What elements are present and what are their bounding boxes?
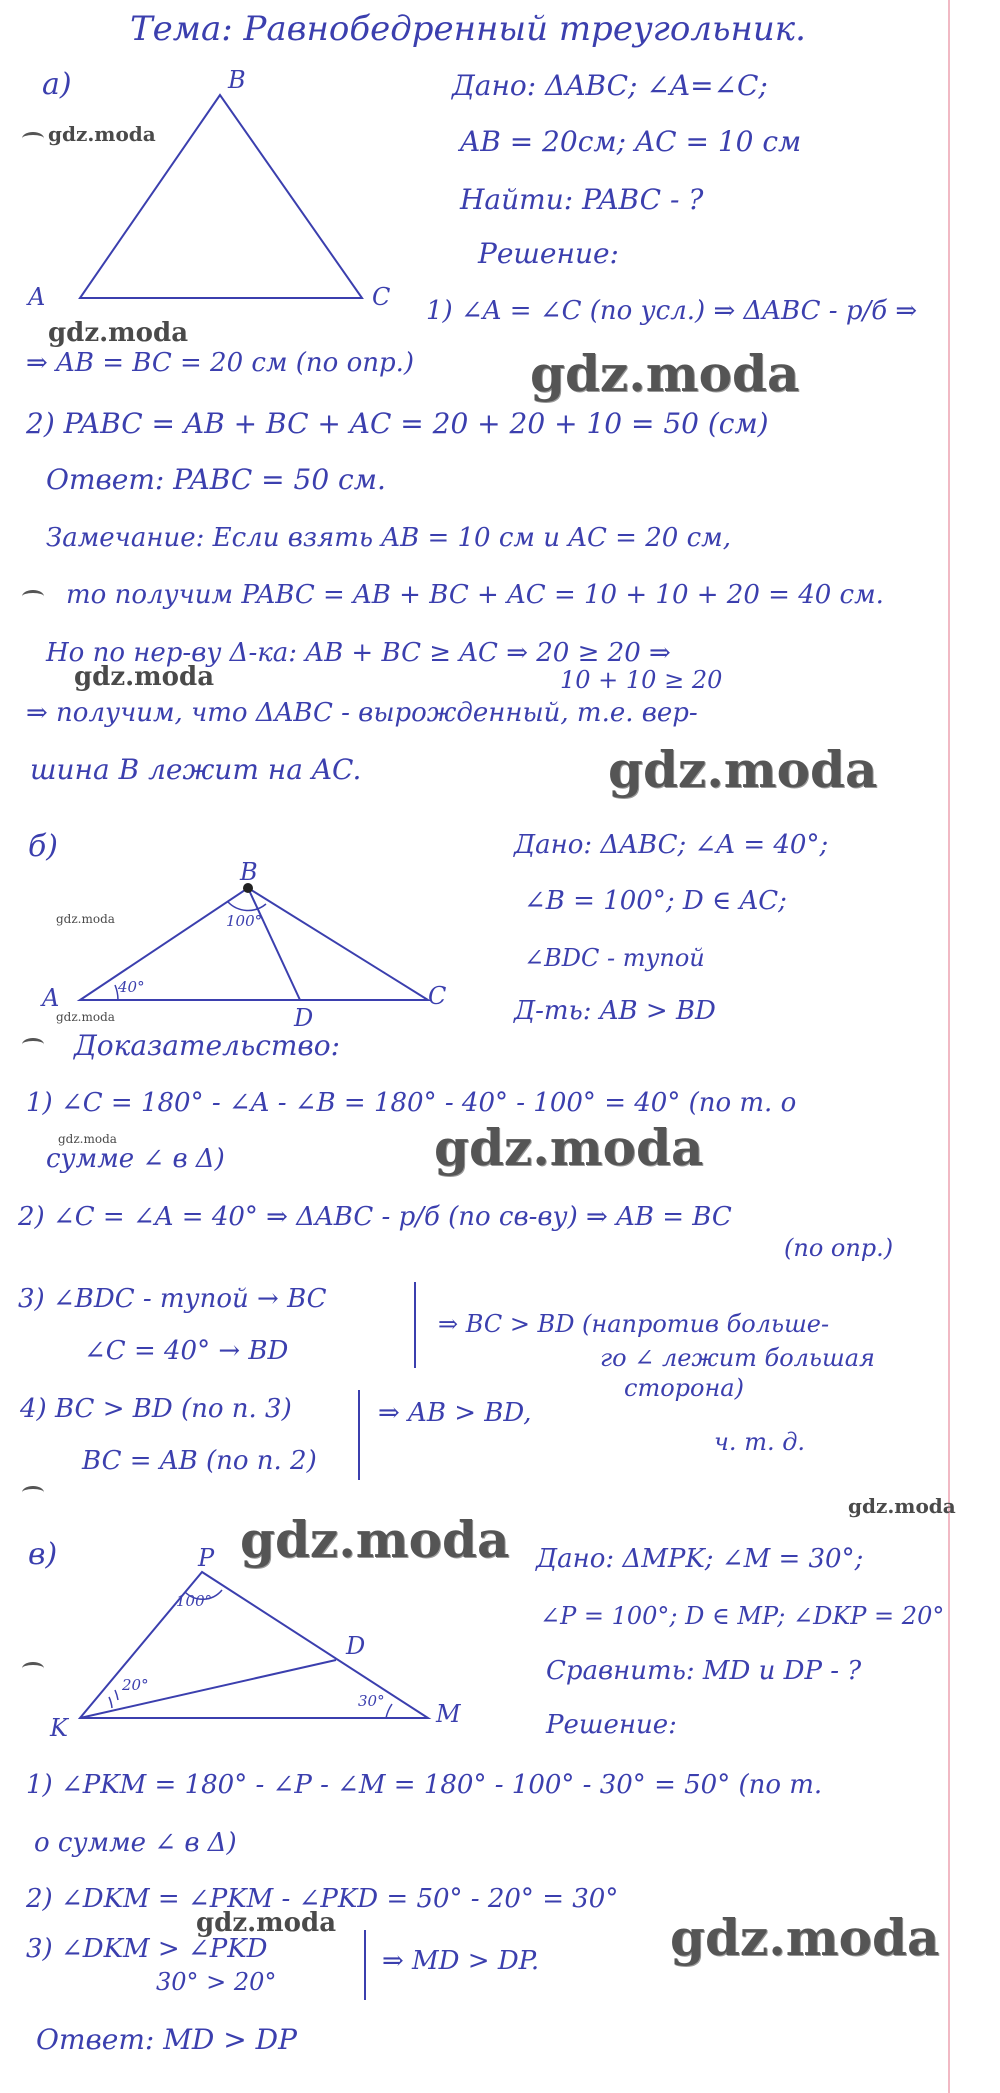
angle-p-value: 100° bbox=[176, 1592, 213, 1610]
watermark: gdz.moda bbox=[48, 122, 156, 146]
vertex-b2-label: B bbox=[240, 858, 258, 886]
watermark: gdz.moda bbox=[434, 1118, 704, 1177]
brace-b4 bbox=[358, 1390, 360, 1480]
step-b2-a: 2) ∠C = ∠A = 40° ⇒ ΔABC - р/б (по св-ву) ⇒ AB = BC bbox=[18, 1202, 732, 1232]
step-b4-c: ⇒ AB > BD, bbox=[378, 1398, 532, 1428]
angle-b-value: 100° bbox=[226, 912, 263, 930]
part-b-label: б) bbox=[28, 829, 59, 864]
vertex-k-label: K bbox=[50, 1714, 68, 1742]
note-a1: Замечание: Если взять AB = 10 см и AC = 20 см, bbox=[46, 523, 731, 553]
find-line: Найти: PABC - ? bbox=[460, 183, 704, 216]
note-a2: то получим PABC = AB + BC + AC = 10 + 10 + 20 = 40 см. bbox=[66, 580, 884, 610]
part-c-label: в) bbox=[28, 1537, 58, 1572]
part-a-label: а) bbox=[42, 67, 72, 102]
vertex-c2-label: C bbox=[428, 982, 447, 1010]
watermark: gdz.moda bbox=[848, 1494, 956, 1518]
watermark: gdz.moda bbox=[608, 740, 878, 799]
prove-b: Д-ть: AB > BD bbox=[514, 996, 716, 1026]
page-title: Тема: Равнобедренный треугольник. bbox=[130, 9, 806, 49]
note-a4: ⇒ получим, что ΔABC - вырожденный, т.е. вер- bbox=[26, 698, 698, 728]
step-a1-b: ⇒ AB = BC = 20 см (по опр.) bbox=[26, 348, 415, 378]
watermark: gdz.moda bbox=[530, 344, 800, 403]
vertex-b-label: B bbox=[228, 66, 246, 94]
compare-c: Сравнить: MD и DP - ? bbox=[546, 1656, 862, 1686]
step-b3-a: 3) ∠BDC - тупой → BC bbox=[18, 1284, 327, 1314]
solution-title: Решение: bbox=[478, 237, 619, 270]
step-b3-c: ⇒ BC > BD (напротив больше- bbox=[438, 1310, 830, 1338]
step-c3-a: 3) ∠DKM > ∠PKD bbox=[26, 1934, 268, 1964]
angle-b-arc bbox=[228, 902, 266, 910]
step-c1-a: 1) ∠PKM = 180° - ∠P - ∠M = 180° - 100° - 30° = 50° (по т. bbox=[26, 1770, 823, 1800]
vertex-p-label: P bbox=[198, 1544, 215, 1572]
step-a2: 2) PABC = AB + BC + AC = 20 + 20 + 10 = 50 (см) bbox=[26, 407, 769, 440]
note-a3b: 10 + 10 ≥ 20 bbox=[560, 666, 723, 694]
step-c1-b: о сумме ∠ в Δ) bbox=[34, 1828, 237, 1858]
step-b3-e: сторона) bbox=[624, 1374, 744, 1402]
given-c1: Дано: ΔMPK; ∠M = 30°; bbox=[536, 1544, 864, 1574]
step-b4-a: 4) BC > BD (по п. 3) bbox=[20, 1394, 292, 1424]
watermark: gdz.moda bbox=[58, 1132, 117, 1146]
vertex-m-label: M bbox=[436, 1700, 461, 1728]
step-a1-a: 1) ∠A = ∠C (по усл.) ⇒ ΔABC - р/б ⇒ bbox=[426, 296, 918, 326]
angle-k-value: 20° bbox=[122, 1676, 149, 1694]
angle-m-arc bbox=[386, 1704, 392, 1718]
step-b1-a: 1) ∠C = 180° - ∠A - ∠B = 180° - 40° - 100° = 40° (по т. о bbox=[26, 1088, 797, 1118]
angle-a-value: 40° bbox=[118, 978, 145, 996]
angle-k-arc-2 bbox=[109, 1697, 112, 1708]
vertex-c-label: C bbox=[372, 283, 391, 311]
given-line-2: AB = 20см; AC = 10 см bbox=[460, 125, 802, 158]
step-b2-b: (по опр.) bbox=[784, 1234, 894, 1262]
vertex-a-label: A bbox=[28, 283, 46, 311]
answer-a: Ответ: PABC = 50 см. bbox=[46, 463, 386, 496]
given-line-1: Дано: ΔABC; ∠A=∠C; bbox=[452, 69, 768, 102]
given-c2: ∠P = 100°; D ∈ MP; ∠DKP = 20° bbox=[540, 1602, 945, 1630]
watermark: gdz.moda bbox=[74, 662, 215, 692]
note-a5: шина B лежит на AC. bbox=[30, 753, 362, 786]
given-b3: ∠BDC - тупой bbox=[524, 944, 705, 972]
watermark: gdz.moda bbox=[56, 1010, 115, 1024]
answer-c: Ответ: MD > DP bbox=[36, 2023, 297, 2056]
watermark: gdz.moda bbox=[670, 1908, 940, 1967]
given-b1: Дано: ΔABC; ∠A = 40°; bbox=[514, 830, 829, 860]
watermark: gdz.moda bbox=[56, 912, 115, 926]
vertex-a2-label: A bbox=[42, 984, 60, 1012]
step-b3-b: ∠C = 40° → BD bbox=[84, 1336, 289, 1366]
brace-b3 bbox=[414, 1282, 416, 1368]
step-c2: 2) ∠DKM = ∠PKM - ∠PKD = 50° - 20° = 30° bbox=[26, 1884, 619, 1914]
note-a3: Но по нер-ву Δ-ка: AB + BC ≥ AC ⇒ 20 ≥ 20 ⇒ bbox=[46, 638, 671, 668]
step-b3-d: го ∠ лежит большая bbox=[600, 1344, 875, 1372]
brace-c3 bbox=[364, 1930, 366, 2000]
solution-title-c: Решение: bbox=[546, 1710, 677, 1740]
vertex-d2-label: D bbox=[294, 1004, 314, 1032]
given-b2: ∠B = 100°; D ∈ AC; bbox=[524, 886, 787, 916]
watermark: gdz.moda bbox=[240, 1510, 510, 1569]
angle-m-value: 30° bbox=[358, 1692, 385, 1710]
step-c3-c: ⇒ MD > DP. bbox=[382, 1946, 540, 1976]
watermark: gdz.moda bbox=[196, 1908, 337, 1938]
vertex-d3-label: D bbox=[346, 1632, 366, 1660]
watermark: gdz.moda bbox=[48, 318, 189, 348]
segment-kd bbox=[80, 1660, 336, 1718]
angle-k-arc bbox=[115, 1690, 118, 1700]
step-b1-b: сумме ∠ в Δ) bbox=[46, 1144, 225, 1174]
step-b4-b: BC = AB (по п. 2) bbox=[82, 1446, 317, 1476]
qed: ч. т. д. bbox=[714, 1428, 806, 1456]
step-c3-b: 30° > 20° bbox=[156, 1968, 277, 1996]
proof-title: Доказательство: bbox=[74, 1029, 341, 1062]
